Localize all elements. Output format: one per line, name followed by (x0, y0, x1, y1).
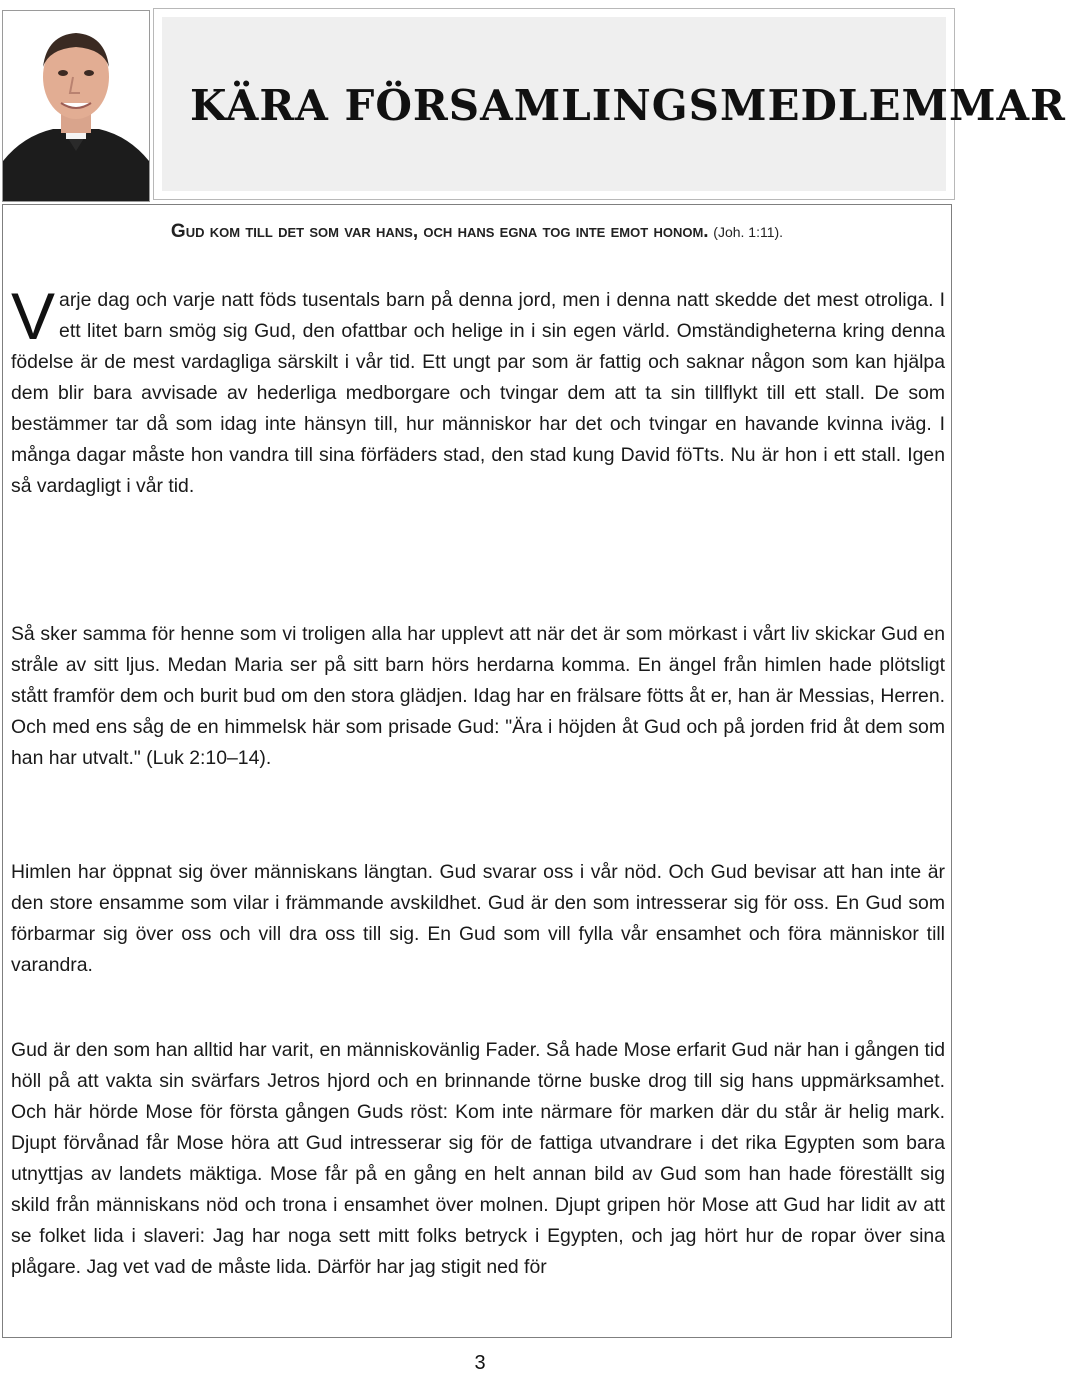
title-box (153, 8, 1066, 200)
verse-text: Gud kom till det som var hans, och hans egna tog inte emot honom. (170, 221, 709, 242)
drop-cap-letter: V (11, 279, 56, 353)
page-number: 3 (474, 1352, 486, 1374)
verse-reference: (Joh. 1:11). (713, 224, 784, 240)
priest-portrait-image (3, 11, 149, 201)
paragraph-4: Gud är den som han alltid har varit, en människovänlig Fader. Så hade Mose erfarit Gud när han i gången tid höll på att vakta sin svärfars Jetros hjord och en brinnande törne buske drog till sig hans uppmärksamhet. Och här hörde Mose för första gången Guds röst: Kom inte närmare för marken där du står är helig mark. Djupt förvånad får Mose höra att Gud intresserar sig för de fattiga utvandrare i det rika Egypten som bara utnyttjas av landets mäktiga. Mose får på en gång en helt annan bild av Gud som han hade föreställt sig skild från människans nöd och trona i ensamhet över molnen. Djupt gripen hör Mose att Gud har lidit av att se folket lida i slaveri: Jag har noga sett mitt folks betryck i Egypten, och jag hört hur de ropar över sina plågare. Jag vet vad de måste lida. Därför har jag stigit ned för (11, 1039, 945, 1278)
author-photo (2, 10, 150, 202)
letter-body (2, 204, 952, 1338)
bible-verse (3, 221, 951, 243)
paragraph-3: Himlen har öppnat sig över människans längtan. Gud svarar oss i vår nöd. Och Gud bevisar att han inte är den store ensamme som vilar i främmande avskildhet. Gud är den som intresserar sig för oss. En Gud som förbarmar sig över oss och vill dra oss till sig. En Gud som vill fylla vår ensamhet och föra människor till varandra. (11, 861, 945, 976)
page-title: KÄRA FÖRSAMLINGSMEDLEMMAR (190, 81, 1066, 130)
paragraph-1 (11, 279, 945, 502)
paragraph-2: Så sker samma för henne som vi troligen alla har upplevt att när det är som mörkast i vårt liv skickar Gud en stråle av sitt ljus. Medan Maria ser på sitt barn hörs herdarna komma. En ängel från himlen hade plötsligt stått framför dem och burit bud om den stora glädjen. Idag har en frälsare fötts åt er, han är Messias, Herren. Och med ens såg de en himmelsk här som prisade Gud: "Ära i höjden åt Gud och på jorden frid åt dem som han har utvalt." (Luk 2:10–14). (11, 623, 945, 769)
paragraph-1-text: arje dag och varje natt föds tusentals barn på denna jord, men i denna natt skedde det mest otroliga. I ett litet barn smög sig Gud, den ofattbar och helige in i sin egen värld. Omständigheterna kring denna födelse är de mest vardagliga särskilt i vår tid. Ett ungt par som är fattig och saknar någon som kan hjälpa dem blir bara avvisade av hederliga medborgare och tvingar dem att ta sin tillflykt till ett stall. De som bestämmer tar då som idag inte hänsyn till, hur människor har det och tvingar en havande kvinna iväg. I många dagar måste hon vandra till sina förfäders stad, den stad kung David föTts. Nu är hon i ett stall. Igen så vardagligt i vår tid. (11, 289, 945, 497)
